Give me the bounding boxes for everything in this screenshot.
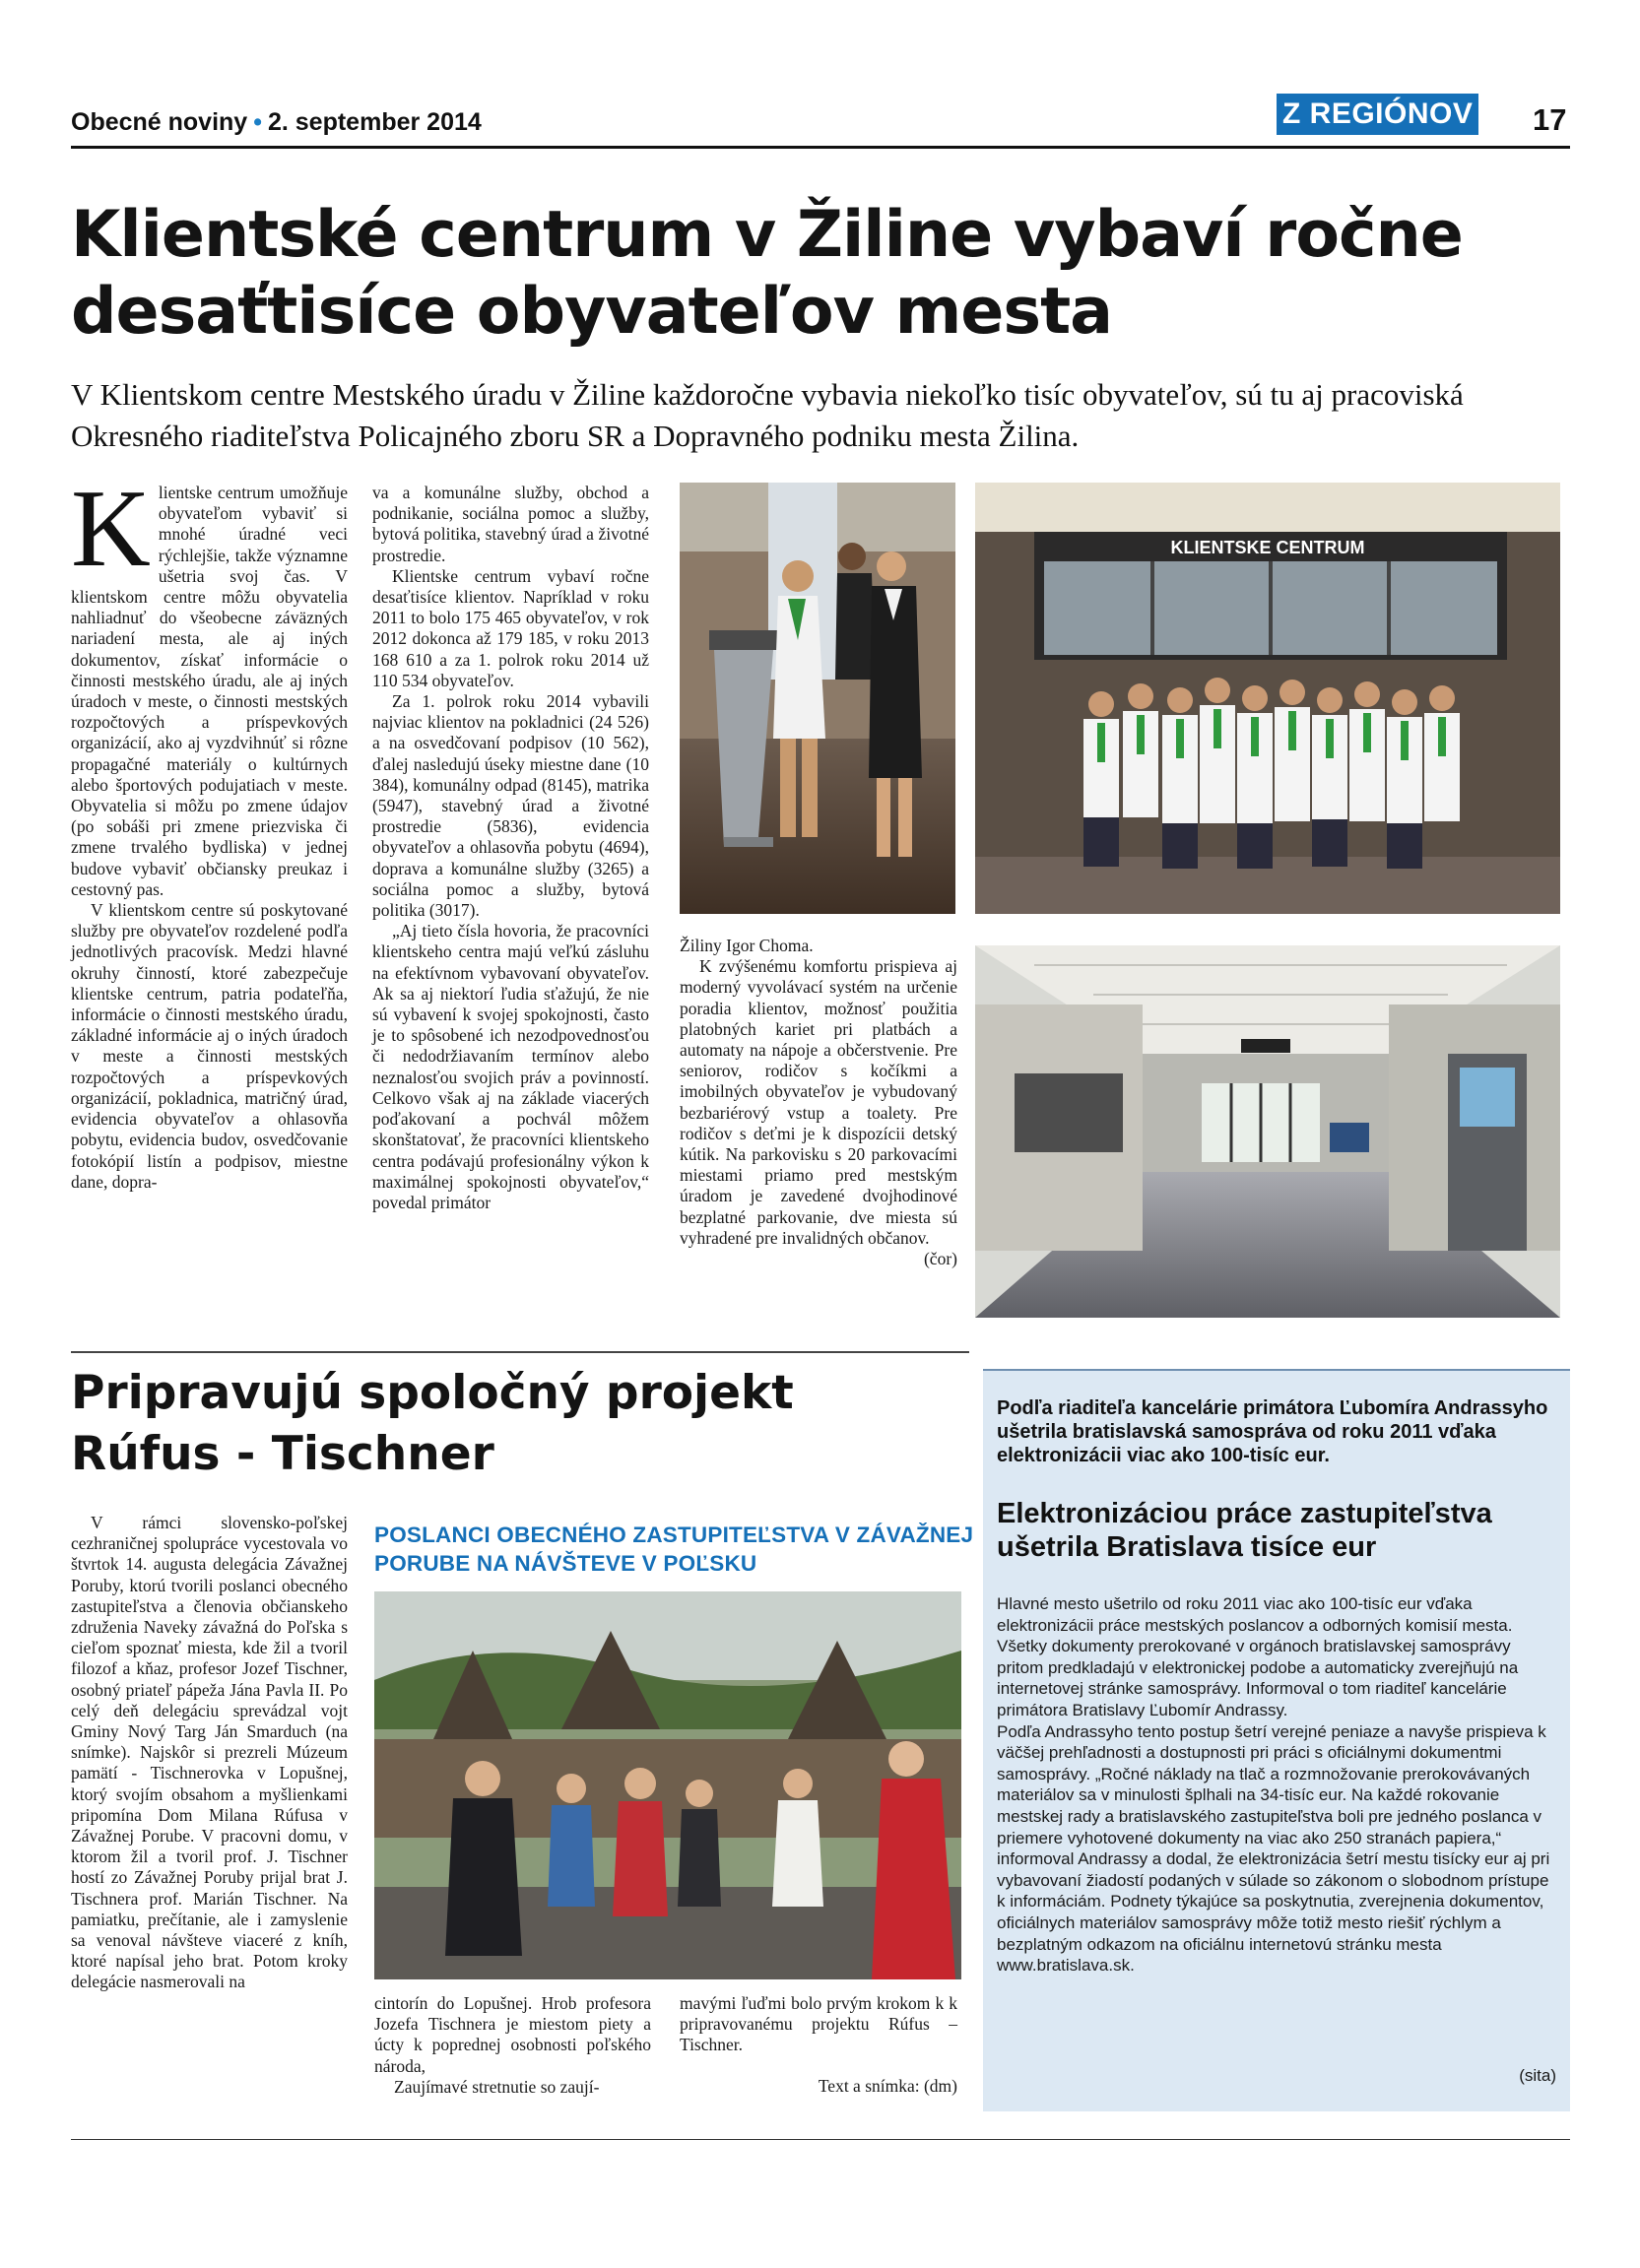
article-lead: V Klientskom centre Mestského úradu v Žiline každoročne vybavia niekoľko tisíc obyvateľov, sú tu aj pracoviská Okresného riaditeľstva Policajného zboru SR a Dopravného podniku mesta Žilina. (71, 377, 1464, 453)
bottom-rule (71, 2139, 1570, 2140)
page-header-left (71, 108, 482, 137)
separator-dot: • (253, 108, 262, 136)
publication-name: Obecné noviny (71, 108, 248, 136)
paragraph: Hlavné mesto ušetrilo od roku 2011 viac ako 100-tisíc eur vďaka elektronizácii práce mestských poslancov a odborných komisií mesta. Všetky dokumenty prerokované v orgánoch bratislavskej samosprávy pritom predkladajú v elektronickej podobe a automaticky zverejňujú na internetovej stránke samosprávy. Informoval o tom riaditeľ kancelárie primátora Bratislavy Ľubomír Andrassy. (997, 1594, 1519, 1719)
paragraph: Zaujímavé stretnutie so zaují- (394, 2076, 600, 2097)
sidebar-headline: Elektronizáciou práce zastupiteľstva ušetrila Bratislava tisíce eur (997, 1498, 1492, 1563)
paragraph: „Aj tieto čísla hovoria, že pracovníci klientskeho centra majú veľkú zásluhu na efektívnom vybavovaní obyvateľov. Ak sa aj niektorí ľudia sťažujú, že nie sú vybavení k svojej spokojnosti, často je to spôsobené ich nezodpovednosťou či nedodržiavaním termínov alebo neznalosťou svojich práv a povinností. Celkovo však aj na základe viacerých poďakovaní a pochvál môžem skonštatovať, že pracovníci klientskeho centra podávajú profesionálny výkon k maximálnej spokojnosti obyvateľov,“ povedal primátor (372, 921, 649, 1212)
paragraph: cintorín do Lopušnej. Hrob profesora Jozefa Tischnera je miestom piety a úcty k poprednej osobnosti poľského národa, (374, 1993, 651, 2076)
article-column-1 (71, 1513, 348, 1993)
sidebar-lead: Podľa riaditeľa kancelárie primátora Ľubomíra Andrassyho ušetrila bratislavská samospráva od roku 2011 vďaka elektronizácii viac ako 100-tisíc eur. (997, 1397, 1548, 1466)
article-column-3 (680, 936, 957, 1269)
paragraph: mavými ľuďmi bolo prvým krokom k k pripravovanému projektu Rúfus – Tischner. (680, 1993, 957, 2055)
photo-kiosk-staff-image (680, 483, 955, 914)
photo-kiosk-staff (680, 483, 955, 914)
drop-cap: K (71, 468, 151, 590)
header-rule (71, 146, 1570, 149)
article-headline: Pripravujú spoločný projekt Rúfus - Tischner (71, 1366, 794, 1481)
sidebar-article (983, 1369, 1570, 2111)
sidebar-credit: (sita) (1519, 2066, 1556, 2085)
paragraph: va a komunálne služby, obchod a podnikanie, sociálna pomoc a služby, bytová politika, stavebný úrad a životné prostredie. (372, 483, 649, 565)
sidebar-body (997, 1593, 1558, 1976)
photo-staff-group (975, 483, 1560, 914)
photo-delegation-poland (374, 1591, 961, 1979)
photo-office-hallway (975, 945, 1560, 1318)
article-column-2 (374, 1993, 651, 2098)
issue-date: 2. september 2014 (267, 108, 482, 136)
section-label: Z REGIÓNOV (1277, 94, 1478, 135)
photo-staff-group-image (975, 483, 1560, 914)
article-headline: Klientské centrum v Žiline vybaví ročne desaťtisíce obyvateľov mesta (71, 198, 1463, 349)
building-sign-text: KLIENTSKE CENTRUM (1170, 538, 1365, 557)
author-credit: (čor) (923, 1249, 957, 1269)
page-number: 17 (1533, 102, 1567, 137)
paragraph: K zvýšenému komfortu prispieva aj moderný vyvolávací systém na určenie poradia klientov, možnosť použitia platobných kariet pri platbách a automaty na nápoje a občerstvenie. Pre seniorov, rodičov s kočíkmi a imobilných obyvateľov je vybudovaný bezbariérový vstup a toalety. Pre rodičov s deťmi je k dispozícii detský kútik. Na parkovisku s 20 parkovacími miestami priamo pred mestským úradom je zavedené dvojhodinové bezplatné parkovanie, dve miesta sú vyhradené pre invalidných občanov. (680, 956, 957, 1248)
photo-delegation-poland-image (374, 1591, 961, 1979)
author-credit: Text a snímka: (dm) (818, 2075, 957, 2096)
photo-caption: POSLANCI OBECNÉHO ZASTUPITEĽSTVA V ZÁVAŽNEJ PORUBE NA NÁVŠTEVE V POĽSKU (374, 1523, 974, 1576)
paragraph: V klientskom centre sú poskytované služby pre obyvateľov rozdelené podľa jednotlivých pracovísk. Medzi hlavné okruhy činností, ktoré zabezpečuje klientske centrum, patria podateľňa, informácie o činnosti mestského úradu, základné informácie aj o iných úradoch v meste a činnosti mestských rozpočtových a príspevkových organizácií, pokladnica, matričný úrad, evidencia obyvateľov a ohlasovňa pobytu, evidencia budov, osvedčovanie fotokópií listín a podpisov, miestne dane, dopra- (71, 900, 348, 1192)
article-column-3 (680, 1993, 957, 2097)
paragraph: Za 1. polrok roku 2014 vybavili najviac klientov na pokladnici (24 526) a na osvedčovaní podpisov (10 562), ďalej nasledujú úseky miestne dane (10 384), komunálny odpad (8145), matrika (5947), stavebný úrad a životné prostredie (5836), evidencia obyvateľov a ohlasovňa pobytu (4694), doprava a komunálne služby (3265) a sociálna pomoc a služby, bytová politika (3017). (372, 691, 649, 921)
section-rule (71, 1351, 969, 1353)
paragraph: Podľa Andrassyho tento postup šetrí verejné peniaze a navyše prispieva k väčšej prehľadnosti a dostupnosti pri práci s oficiálnymi dokumentmi samosprávy. „Ročné náklady na tlač a rozmnožovanie prerokovávaných materiálov sa v minulosti šplhali na 34-tisíc eur. Na každé rokovanie mestskej rady a bratislavského zastupiteľstva boli pre jedného poslanca v priemere vyhotovené dokumenty na viac ako 250 stranách papiera,“ informoval Andrassy a dodal, že elektronizácia šetrí mestu tisícky eur aj pri vybavovaní žiadostí podaných v súlade so zákonom o slobodnom prístupe k informáciám. Podnety týkajúce sa poskytnutia, zverejnenia dokumentov, oficiálnych materiálov samosprávy môže totiž mesto riešiť rýchlym a bezplatným odkazom na oficiálnu internetovú stránku mesta www.bratislava.sk. (997, 1721, 1550, 1976)
paragraph: Žiliny Igor Choma. (680, 936, 814, 955)
article-column-1 (71, 468, 348, 1193)
paragraph: V rámci slovensko-poľskej cezhraničnej spolupráce vycestovala vo štvrtok 14. augusta delegácia Závažnej Poruby, ktorú tvorili poslanci obecného zastupiteľstva a členovia občianskeho združenia Naveky závažná do Poľska s cieľom spoznať miesta, kde žil a tvoril filozof a kňaz, profesor Jozef Tischner, osobný priateľ pápeža Jána Pavla II. Po celý deň delegáciu sprevádzal vojt Gminy Nový Targ Ján Smarduch (na snímke). Najskôr si prezreli Múzeum pamätí - Tischnerovka v Lopušnej, ktorý svojím obsahom a myšlienkami pripomína Dom Milana Rúfusa v Závažnej Porube. V pracovni domu, v ktorom žil a tvoril prof. J. Tischner hostí zo Závažnej Poruby prijal brat J. Tischnera prof. Marián Tischner. Na pamiatku, prečítanie, ale i zamyslenie sa venoval návšteve viaceré z kníh, ktoré napísal jeho brat. Potom kroky delegácie nasmerovali na (71, 1513, 348, 1992)
photo-office-hallway-image (975, 945, 1560, 1318)
article-column-2 (372, 483, 649, 1213)
paragraph: Klientske centrum vybaví ročne desaťtisíce klientov. Napríklad v roku 2011 to bolo 175 465 obyvateľov, v rok 2012 dokonca až 179 185, v roku 2013 168 610 a za 1. polrok roku 2014 už 110 534 obyvateľov. (372, 565, 649, 690)
paragraph: lientske centrum umožňuje obyvateľom vybaviť si mnohé úradné veci rýchlejšie, takže významne ušetria svoj čas. V klientskom centre môžu obyvatelia nahliadnuť do všeobecne záväzných nariadení mesta, ale aj iných dokumentov, získať informácie o činnosti mestského úradu, ale aj iných úradoch v meste, o činnosti mestských rozpočtových a príspevkových organizácií, ako aj vyzdvihnúť si rôzne propagačné materiály o kultúrnych alebo športových podujatiach v meste. Obyvatelia si môžu po zmene údajov (po sobáši pri zmene priezviska či zmene trvalého bydliska) v jednej budove vybaviť občiansky preukaz i cestovný pas. (71, 483, 348, 899)
